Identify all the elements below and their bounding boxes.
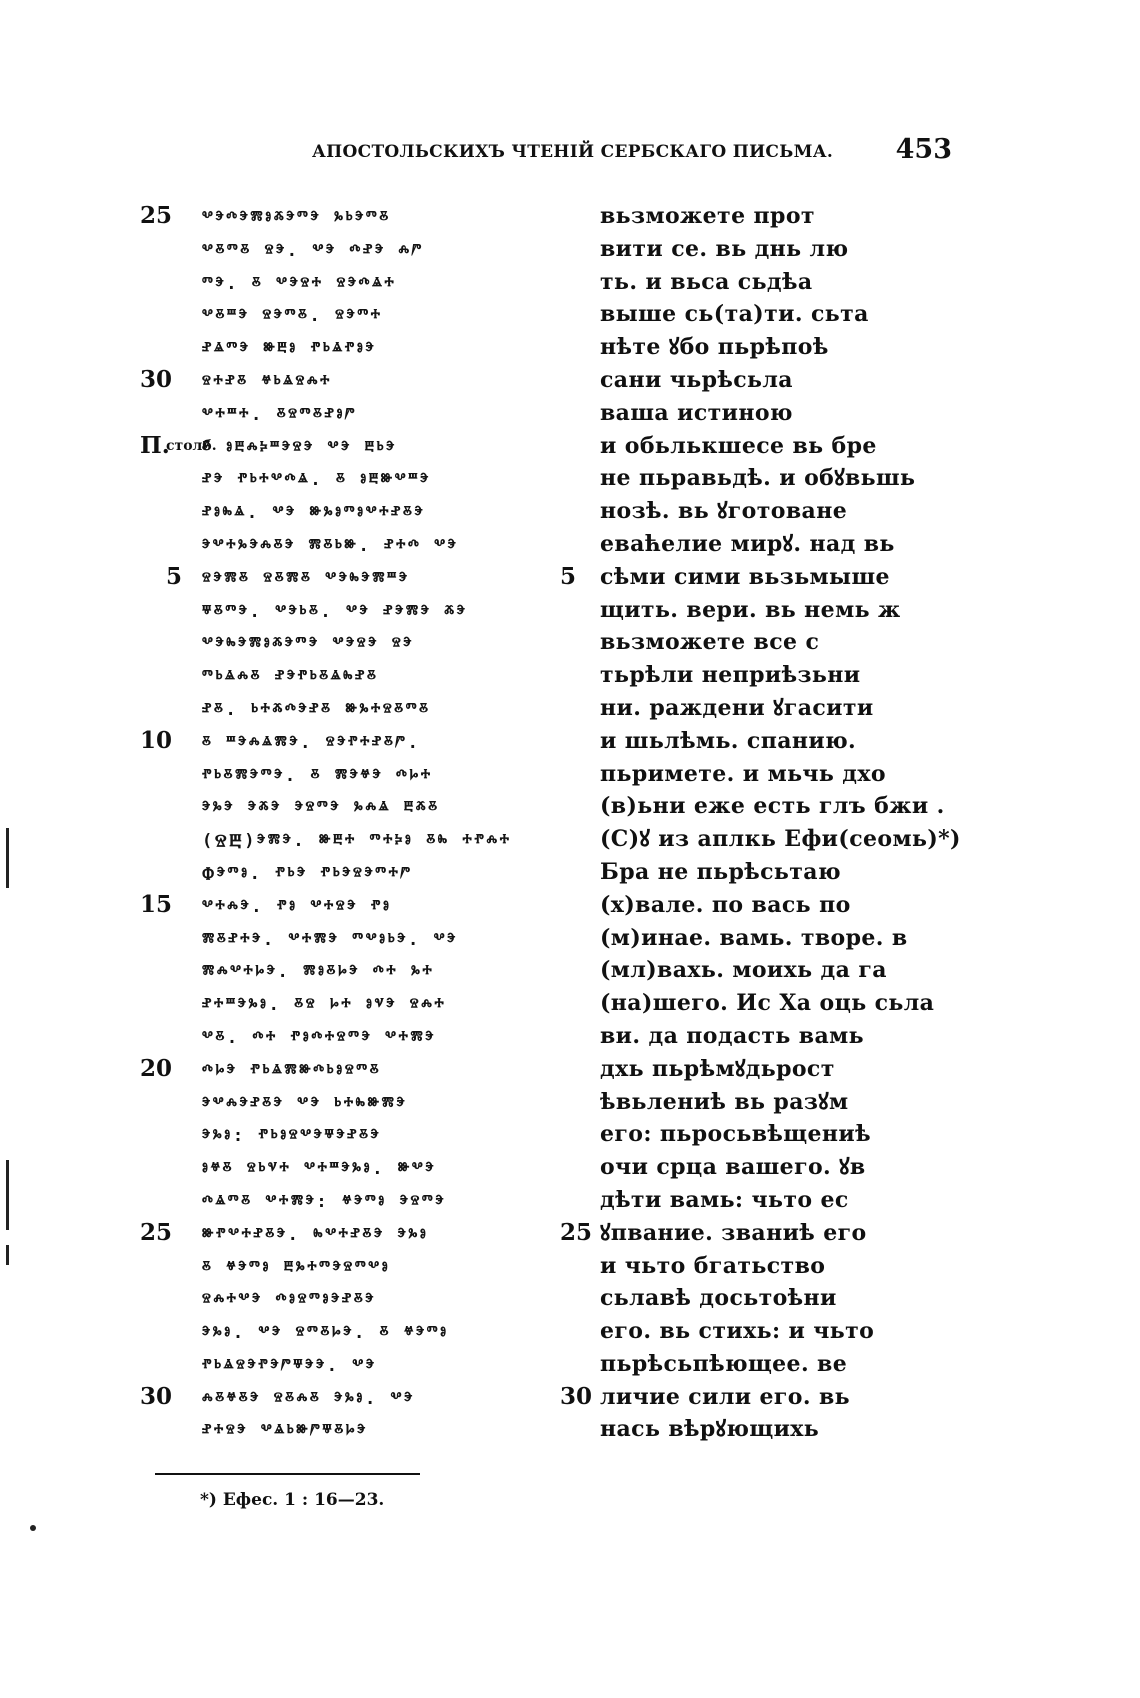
line-text: ⱂⱃⱑⱄⰵⱂⰵⱓⱋⰵⰵ. ⰲⰵ	[202, 1355, 377, 1376]
text-line	[560, 790, 950, 823]
text-line	[140, 1118, 550, 1151]
line-text: ть. и вьса сьдѣа	[600, 268, 813, 295]
line-text: ⱀⱑⱅⰵ ⱆⰱⱁ ⱂⱃⱑⱂⱁⰵ	[202, 339, 377, 360]
text-line	[560, 331, 950, 364]
line-text: Ⱇⰵⱅⱁ. ⱂⱃⰵ ⱂⱃⰵⱄⰵⱅⰰⱓ	[202, 863, 413, 884]
text-line	[560, 1151, 950, 1184]
line-number: 25	[140, 1218, 173, 1246]
text-line	[560, 889, 950, 922]
line-text: его: пьросьвѣщениѣ	[600, 1121, 871, 1148]
footnote-rule	[155, 1473, 420, 1475]
line-text: личие сили его. вь	[600, 1383, 850, 1410]
text-line	[140, 1413, 550, 1446]
line-number: 30	[140, 365, 173, 393]
text-line	[560, 397, 950, 430]
text-line	[560, 1315, 950, 1348]
line-number: 30	[560, 1382, 593, 1410]
text-line	[560, 823, 961, 856]
line-text: пьрѣсьпѣющее. ве	[600, 1350, 848, 1377]
text-line	[140, 298, 550, 331]
text-line	[140, 1151, 550, 1184]
line-text: (С)ꙋ из аплкь Ефи(сеомь)*)	[600, 826, 961, 853]
line-text: (м)инае. вамь. творе. в	[600, 924, 908, 951]
line-number: 30	[140, 1382, 173, 1410]
text-line	[560, 1348, 950, 1381]
line-number: 5	[560, 562, 577, 590]
line-text: и шьлѣмь. спанию.	[600, 727, 857, 754]
line-text: ⰲⰵⰸⰵⰿⱁⰶⰵⱅⰵ ⰲⰵⱄⰵ ⱄⰵ	[202, 634, 415, 655]
text-line	[140, 725, 550, 758]
line-text: ⰲⰰⰾⰵ. ⱂⱁ ⰲⰰⱄⰵ ⱂⱁ	[202, 896, 392, 917]
text-line	[560, 462, 950, 495]
text-line	[140, 200, 550, 233]
line-text: ꙋпвание. званиѣ его	[600, 1219, 867, 1246]
line-number: 20	[140, 1054, 173, 1082]
text-line	[140, 462, 550, 495]
line-text: выше сь(та)ти. сьта	[600, 301, 869, 328]
text-line	[140, 331, 550, 364]
text-line	[140, 528, 550, 561]
text-line	[560, 1413, 950, 1446]
line-text: ⰻ ⱎⰵⰾⱑⰿⰵ. ⱄⰵⱂⰰⱀⰻⱓ.	[202, 732, 421, 753]
text-line	[140, 495, 550, 528]
margin-mark	[6, 828, 9, 888]
line-text: (в)ьни еже есть глъ бжи .	[600, 793, 945, 820]
text-line	[140, 856, 550, 889]
text-line	[140, 1086, 550, 1119]
line-text: ⰲⰵⰴⰵⰿⱁⰶⰵⱅⰵ ⰳⱃⰵⱅⰻ	[202, 208, 391, 228]
text-line	[140, 954, 550, 987]
text-line	[560, 528, 950, 561]
line-text: нозѣ. вь ꙋготоване	[600, 498, 848, 525]
line-text: ⱆⱂⰲⰰⱀⰻⰵ. ⰸⰲⰰⱀⰻⰵ ⰵⰳⱁ	[202, 1224, 429, 1245]
text-line	[140, 561, 550, 594]
text-line	[560, 856, 950, 889]
text-line	[140, 758, 550, 791]
text-line	[560, 1020, 950, 1053]
margin-mark	[6, 1245, 9, 1265]
line-text: сьлавѣ досьтоѣни	[600, 1285, 837, 1312]
line-text: ⰻ ⱁⰱⰾⰽⱎⰵⱄⰵ ⰲⰵ ⰱⱃⰵ	[202, 437, 397, 458]
line-text: ⰵⰳⰵ ⰵⰶⰵ ⰵⱄⱅⰵ ⰳⰾⱑ ⰱⰶⰻ	[202, 798, 440, 819]
line-text: пьримете. и мьчь дхо	[600, 760, 886, 787]
column-label: столб.	[166, 437, 217, 454]
text-line	[140, 397, 550, 430]
line-text: дхь пьрѣмꙋдьрост	[600, 1055, 835, 1082]
line-text: очи срца вашего. ꙋв	[600, 1154, 866, 1181]
text-line	[560, 758, 950, 791]
line-text: ⰲⰻⱎⰵ ⱄⰵⱅⰻ. ⱄⰵⱅⰰ	[202, 306, 383, 327]
line-text: (ⰔⰁ)ⰵⰿⰵ. ⱆⰱⰰ ⱅⰰⰽⱁ ⰻⰸ ⰰⱂⰾⰰ	[202, 831, 512, 852]
line-text: ⰿⰾⰲⰰⱈⰵ. ⰿⱁⰻⱈⰵ ⰴⰰ ⰳⰰ	[202, 962, 435, 983]
glagolitic-text-column	[140, 200, 550, 1446]
text-line	[560, 233, 950, 266]
line-text: ⱄⰾⰰⰲⰵ ⰴⱁⱄⱅⱁⰵⱀⰻⰵ	[202, 1290, 377, 1311]
line-text: сѣми сими вьзьмыше	[600, 563, 890, 590]
text-line	[140, 233, 550, 266]
line-text: ⰴⱑⱅⰻ ⰲⰰⰿⰵ: ⱍⰵⱅⱁ ⰵⱄⱅⰵ	[202, 1191, 447, 1212]
text-line	[560, 200, 950, 233]
text-line	[140, 594, 550, 627]
line-text: ⰲⰰⱎⰰ. ⰻⱄⱅⰻⱀⱁⱓ	[202, 404, 358, 425]
text-line	[560, 725, 950, 758]
text-line	[560, 626, 950, 659]
line-text: ⱁⱍⰻ ⱄⱃⱌⰰ ⰲⰰⱎⰵⰳⱁ. ⱆⰲⰵ	[202, 1159, 437, 1180]
line-text: ⰴⱈⰵ ⱂⱃⱑⰿⱆⰴⱃⱁⱄⱅⰻ	[202, 1060, 382, 1081]
line-text: ⰾⰻⱍⰻⰵ ⱄⰻⰾⰻ ⰵⰳⱁ. ⰲⰵ	[202, 1388, 415, 1409]
text-line	[560, 364, 950, 397]
line-text: не пьравьдѣ. и обꙋвьшь	[600, 465, 916, 492]
margin-mark	[30, 1525, 36, 1531]
text-line	[140, 1250, 550, 1283]
text-line	[560, 1118, 950, 1151]
footnote: *) Ефес. 1 : 16—23.	[200, 1490, 385, 1510]
text-line	[140, 364, 550, 397]
text-line	[560, 495, 950, 528]
page-header	[312, 132, 952, 172]
line-text: вьзможете прот	[600, 203, 815, 229]
text-line	[140, 692, 550, 725]
text-line	[560, 298, 950, 331]
text-line	[140, 987, 550, 1020]
text-line	[140, 626, 550, 659]
line-text: ⰵⰲⰾⰵⱀⰻⰵ ⰲⰵ ⱃⰰⰸⱆⰿⰵ	[202, 1093, 408, 1114]
margin-mark	[6, 1160, 9, 1230]
text-line	[560, 1086, 950, 1119]
line-text: ни. раждени ꙋгасити	[600, 694, 874, 721]
line-text: ⰵⰳⱁ. ⰲⰵ ⱄⱅⰻⱈⰵ. ⰻ ⱍⰵⱅⱁ	[202, 1323, 449, 1344]
line-text: ⱀⰰⱄⰵ ⰲⱑⱃⱆⱓⱋⰻⱈⰵ	[202, 1421, 368, 1442]
text-line	[560, 1053, 950, 1086]
line-text: нѣте ꙋбо пьрѣпоѣ	[600, 334, 829, 361]
line-text: ⱋⰻⱅⰵ. ⰲⰵⱃⰻ. ⰲⰵ ⱀⰵⰿⰵ ⰶⰵ	[202, 601, 468, 622]
text-line	[560, 561, 950, 594]
text-line	[560, 1184, 950, 1217]
line-text: ⱂⱃⰻⰿⰵⱅⰵ. ⰻ ⰿⰵⱍⰵ ⰴⱈⰰ	[202, 765, 433, 786]
line-text: вьзможете все с	[600, 629, 820, 656]
text-line	[140, 1381, 550, 1414]
line-text: (на)шего. Ис Ха оць сьла	[600, 990, 935, 1017]
line-number: 25	[140, 202, 173, 229]
text-line	[560, 594, 950, 627]
text-line	[560, 922, 950, 955]
text-line	[140, 659, 550, 692]
line-text: сани чьрѣсьла	[600, 366, 793, 393]
line-text: ⰵⰲⰰⰳⰵⰾⰻⰵ ⰿⰻⱃⱆ. ⱀⰰⰴ ⰲⰵ	[202, 535, 459, 556]
line-text: ⱀⰻ. ⱃⰰⰶⰴⰵⱀⰻ ⱆⰳⰰⱄⰻⱅⰻ	[202, 699, 431, 720]
line-text: ⱀⱁⰸⱑ. ⰲⰵ ⱆⰳⱁⱅⱁⰲⰰⱀⰻⰵ	[202, 503, 426, 524]
line-text: нась вѣрꙋющихь	[600, 1416, 820, 1443]
text-line	[140, 1315, 550, 1348]
line-text: ⰿⰻⱀⰰⰵ. ⰲⰰⰿⰵ ⱅⰲⱁⱃⰵ. ⰲⰵ	[202, 929, 458, 950]
line-text: ⱄⰰⱀⰻ ⱍⱃⱑⱄⰾⰰ	[202, 371, 333, 392]
text-line	[140, 1020, 550, 1053]
line-text: его. вь стихь: и чьто	[600, 1318, 875, 1345]
line-number: 10	[140, 726, 173, 754]
text-line	[140, 889, 550, 922]
text-line	[560, 954, 950, 987]
line-number: 5	[166, 562, 183, 590]
text-line	[140, 430, 550, 463]
line-text: ⱄⰵⰿⰻ ⱄⰻⰿⰻ ⰲⰵⰸⰵⰿⱎⰵ	[202, 568, 410, 589]
line-text: ⱀⰵ ⱂⱃⰰⰲⰴⱑ. ⰻ ⱁⰱⱆⰲⱎⰵ	[202, 470, 431, 491]
line-text: тьрѣли неприѣзьни	[600, 662, 861, 689]
text-line	[560, 266, 950, 299]
line-text: ⰲⰻⱅⰻ ⱄⰵ. ⰲⰵ ⰴⱀⰵ ⰾⱓ	[202, 240, 424, 261]
line-text: ⰲⰻ. ⰴⰰ ⱂⱁⰴⰰⱄⱅⰵ ⰲⰰⰿⰵ	[202, 1027, 437, 1048]
text-line	[560, 1250, 950, 1283]
text-line	[560, 1217, 950, 1250]
text-line	[560, 659, 950, 692]
line-text: и обьлькшесе вь бре	[600, 432, 877, 459]
text-line	[560, 987, 950, 1020]
line-number: П.	[140, 431, 170, 459]
line-text: еваћелие мирꙋ. над вь	[600, 530, 895, 557]
line-text: ви. да подасть вамь	[600, 1022, 864, 1049]
text-line	[140, 1282, 550, 1315]
line-text: ѣвьлениѣ вь разꙋм	[600, 1088, 849, 1115]
line-text: (х)вале. по вась по	[600, 891, 851, 918]
page-number: 453	[895, 134, 952, 165]
line-text: ⱀⰰⱎⰵⰳⱁ. ⰻⱄ ⱈⰰ ⱁⱌⰵ ⱄⰾⰰ	[202, 995, 447, 1016]
text-line	[560, 430, 950, 463]
text-line	[140, 1053, 550, 1086]
text-line	[140, 790, 550, 823]
text-line	[140, 823, 550, 856]
line-text: щить. вери. вь немь ж	[600, 596, 901, 623]
line-text: ваша истиною	[600, 399, 793, 426]
text-line	[560, 692, 950, 725]
line-text: дѣти вамь: чьто ес	[600, 1186, 849, 1213]
line-text: Бра не пьрѣсьтаю	[600, 858, 841, 885]
text-line	[140, 266, 550, 299]
line-number: 15	[140, 890, 173, 918]
running-title: АПОСТОЛЬСКИХЪ ЧТЕНІЙ СЕРБСКАГО ПИСЬМА.	[312, 142, 834, 162]
text-line	[140, 922, 550, 955]
text-line	[560, 1282, 950, 1315]
line-text: (мл)вахь. моихь да га	[600, 957, 887, 984]
line-number: 25	[560, 1218, 593, 1246]
text-line	[140, 1184, 550, 1217]
text-line	[140, 1217, 550, 1250]
line-text: ⰵⰳⱁ: ⱂⱃⱁⱄⰲⰵⱋⰵⱀⰻⰵ	[202, 1126, 382, 1147]
text-line	[560, 1381, 950, 1414]
line-text: ⱅⰵ. ⰻ ⰲⰵⱄⰰ ⱄⰵⰴⱑⰰ	[202, 273, 397, 294]
line-text: и чьто бгатьство	[600, 1252, 826, 1279]
line-text: вити се. вь днь лю	[600, 235, 849, 262]
cyrillic-transliteration-column	[560, 200, 961, 1446]
text-line	[140, 1348, 550, 1381]
line-text: ⱅⱃⱑⰾⰻ ⱀⰵⱂⱃⰻⱑⰸⱀⰻ	[202, 667, 379, 688]
line-text: ⰻ ⱍⰵⱅⱁ ⰱⰳⰰⱅⰵⱄⱅⰲⱁ	[202, 1257, 391, 1278]
